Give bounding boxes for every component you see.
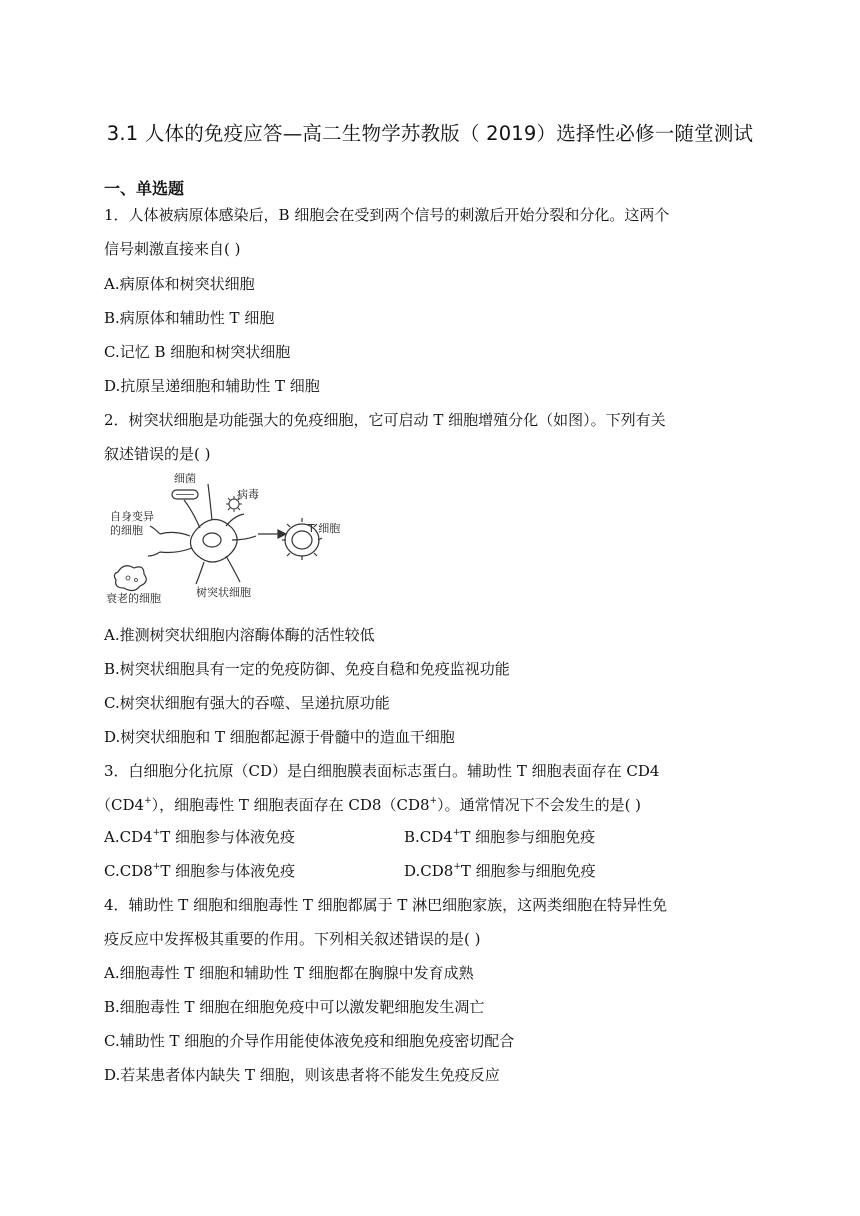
- q2-stem-line1: 2．树突状细胞是功能强大的免疫细胞，它可启动 T 细胞增殖分化（如图）。下列有关: [104, 411, 666, 429]
- figure-label-dendritic-cell: 树突状细胞: [196, 586, 251, 599]
- figure-label-self-mutant-1: 自身变异: [110, 510, 154, 523]
- q2-option-b: B.树突状细胞具有一定的免疫防御、免疫自稳和免疫监视功能: [104, 660, 510, 678]
- q2-stem-line2: 叙述错误的是( ): [104, 445, 211, 463]
- dendritic-cell-figure: [104, 470, 374, 610]
- section-heading: 一、单选题: [104, 179, 185, 198]
- arrow-to-t-cell: [258, 530, 286, 538]
- q4-option-a: A.细胞毒性 T 细胞和辅助性 T 细胞都在胸腺中发育成熟: [104, 964, 474, 982]
- q1-stem-line2: 信号刺激直接来自( ): [104, 240, 241, 258]
- figure-label-self-mutant-2: 的细胞: [110, 524, 143, 537]
- q3-option-d: D.CD8+T 细胞参与细胞免疫: [404, 862, 596, 880]
- q3-option-b: B.CD4+T 细胞参与细胞免疫: [404, 828, 596, 846]
- virus-shape: [226, 496, 242, 512]
- q1-stem-line1: 1．人体被病原体感染后，B 细胞会在受到两个信号的刺激后开始分裂和分化。这两个: [104, 206, 670, 224]
- q4-stem-line1: 4．辅助性 T 细胞和细胞毒性 T 细胞都属于 T 淋巴细胞家族，这两类细胞在特异性免: [104, 896, 668, 914]
- t-cell-shape: [282, 518, 322, 560]
- q3-option-a: A.CD4+T 细胞参与体液免疫: [104, 828, 295, 846]
- q3-stem-line1: 3．白细胞分化抗原（CD）是白细胞膜表面标志蛋白。辅助性 T 细胞表面存在 CD4: [104, 762, 660, 780]
- figure-label-t-cell: T 细胞: [308, 522, 341, 535]
- figure-label-aging-cell: 衰老的细胞: [106, 592, 161, 605]
- q4-option-d: D.若某患者体内缺失 T 细胞，则该患者将不能发生免疫反应: [104, 1066, 500, 1084]
- page-title: 3.1 人体的免疫应答—高二生物学苏教版（ 2019）选择性必修一随堂测试: [106, 122, 754, 145]
- q2-option-a: A.推测树突状细胞内溶酶体酶的活性较低: [104, 626, 375, 644]
- q1-option-a: A.病原体和树突状细胞: [104, 275, 255, 293]
- q4-stem-line2: 疫反应中发挥极其重要的作用。下列相关叙述错误的是( ): [104, 930, 481, 948]
- q1-option-d: D.抗原呈递细胞和辅助性 T 细胞: [104, 377, 320, 395]
- q2-option-c: C.树突状细胞有强大的吞噬、呈递抗原功能: [104, 694, 390, 712]
- q3-option-c: C.CD8+T 细胞参与体液免疫: [104, 862, 296, 880]
- q2-option-d: D.树突状细胞和 T 细胞都起源于骨髓中的造血干细胞: [104, 728, 455, 746]
- q1-option-c: C.记忆 B 细胞和树突状细胞: [104, 343, 291, 361]
- q1-option-b: B.病原体和辅助性 T 细胞: [104, 309, 275, 327]
- figure-label-bacteria: 细菌: [174, 472, 196, 485]
- q4-option-b: B.细胞毒性 T 细胞在细胞免疫中可以激发靶细胞发生凋亡: [104, 998, 485, 1016]
- figure-label-virus: 病毒: [237, 488, 259, 501]
- q3-stem-line2: （CD4+），细胞毒性 T 细胞表面存在 CD8（CD8+）。通常情况下不会发生的是( ): [96, 796, 642, 814]
- q4-option-c: C.辅助性 T 细胞的介导作用能使体液免疫和细胞免疫密切配合: [104, 1032, 515, 1050]
